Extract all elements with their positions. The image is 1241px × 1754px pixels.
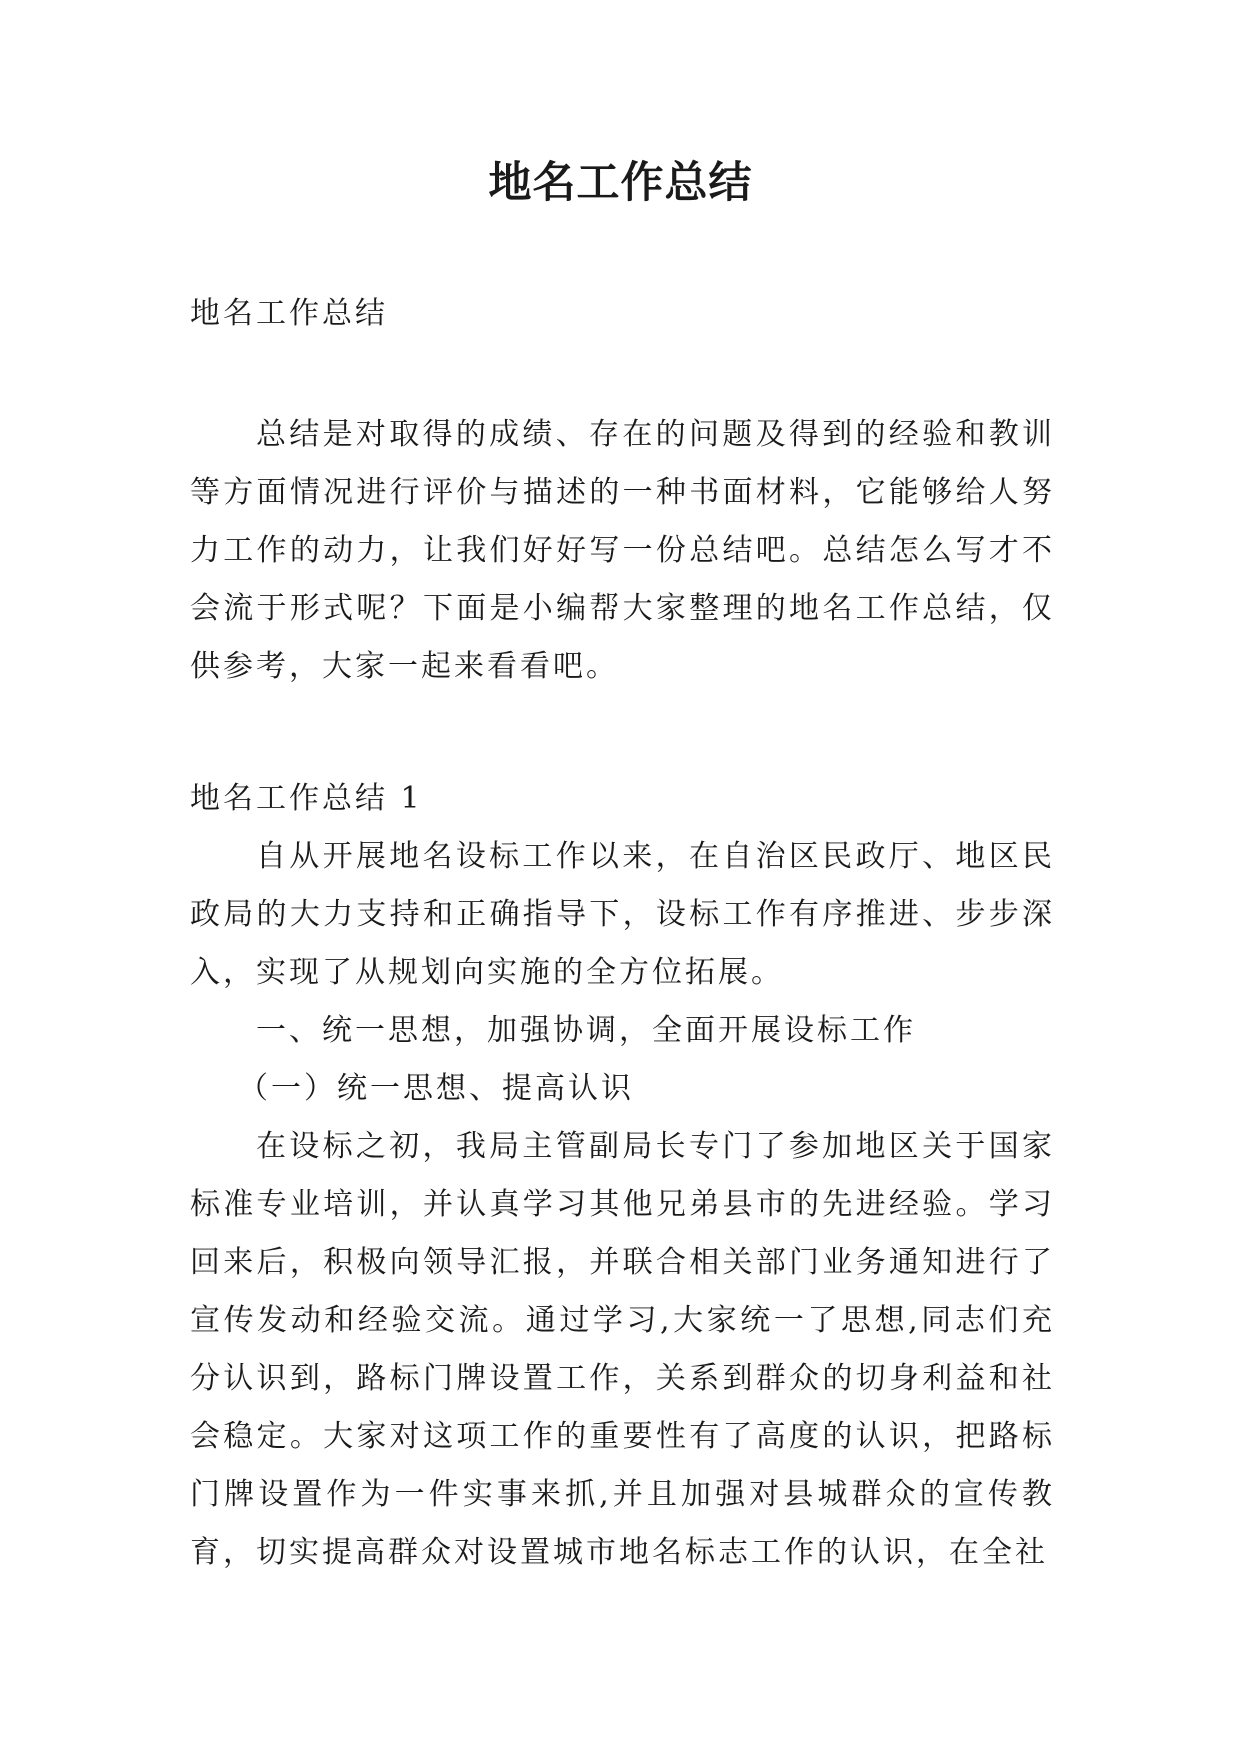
section-1-point-1: 一、统一思想，加强协调，全面开展设标工作 — [256, 1013, 916, 1048]
section-1 — [190, 770, 1055, 1582]
document-title: 地名工作总结 — [488, 158, 753, 208]
section-1-point-1-1: （一）统一思想、提高认识 — [238, 1071, 634, 1106]
document-subtitle: 地名工作总结 — [190, 296, 388, 331]
section-1-paragraph-1: 自从开展地名设标工作以来，在自治区民政厅、地区民政局的大力支持和正确指导下，设标工作有序推进、步步深入，实现了从规划向实施的全方位拓展。 — [190, 839, 1055, 990]
section-1-heading: 地名工作总结 1 — [190, 781, 423, 816]
intro-paragraph: 总结是对取得的成绩、存在的问题及得到的经验和教训等方面情况进行评价与描述的一种书面材料，它能够给人努力工作的动力，让我们好好写一份总结吧。总结怎么写才不会流于形式呢？下面是小编帮大家整理的地名工作总结，仅供参考，大家一起来看看吧。 — [190, 417, 1055, 684]
section-1-paragraph-2: 在设标之初，我局主管副局长专门了参加地区关于国家标准专业培训，并认真学习其他兄弟县市的先进经验。学习回来后，积极向领导汇报，并联合相关部门业务通知进行了宣传发动和经验交流。通过学习,大家统一了思想,同志们充分认识到，路标门牌设置工作，关系到群众的切身利益和社会稳定。大家对这项工作的重要性有了高度的认识，把路标门牌设置作为一件实事来抓,并且加强对县城群众的宣传教育，切实提高群众对设置城市地名标志工作的认识，在全社 — [190, 1129, 1055, 1570]
